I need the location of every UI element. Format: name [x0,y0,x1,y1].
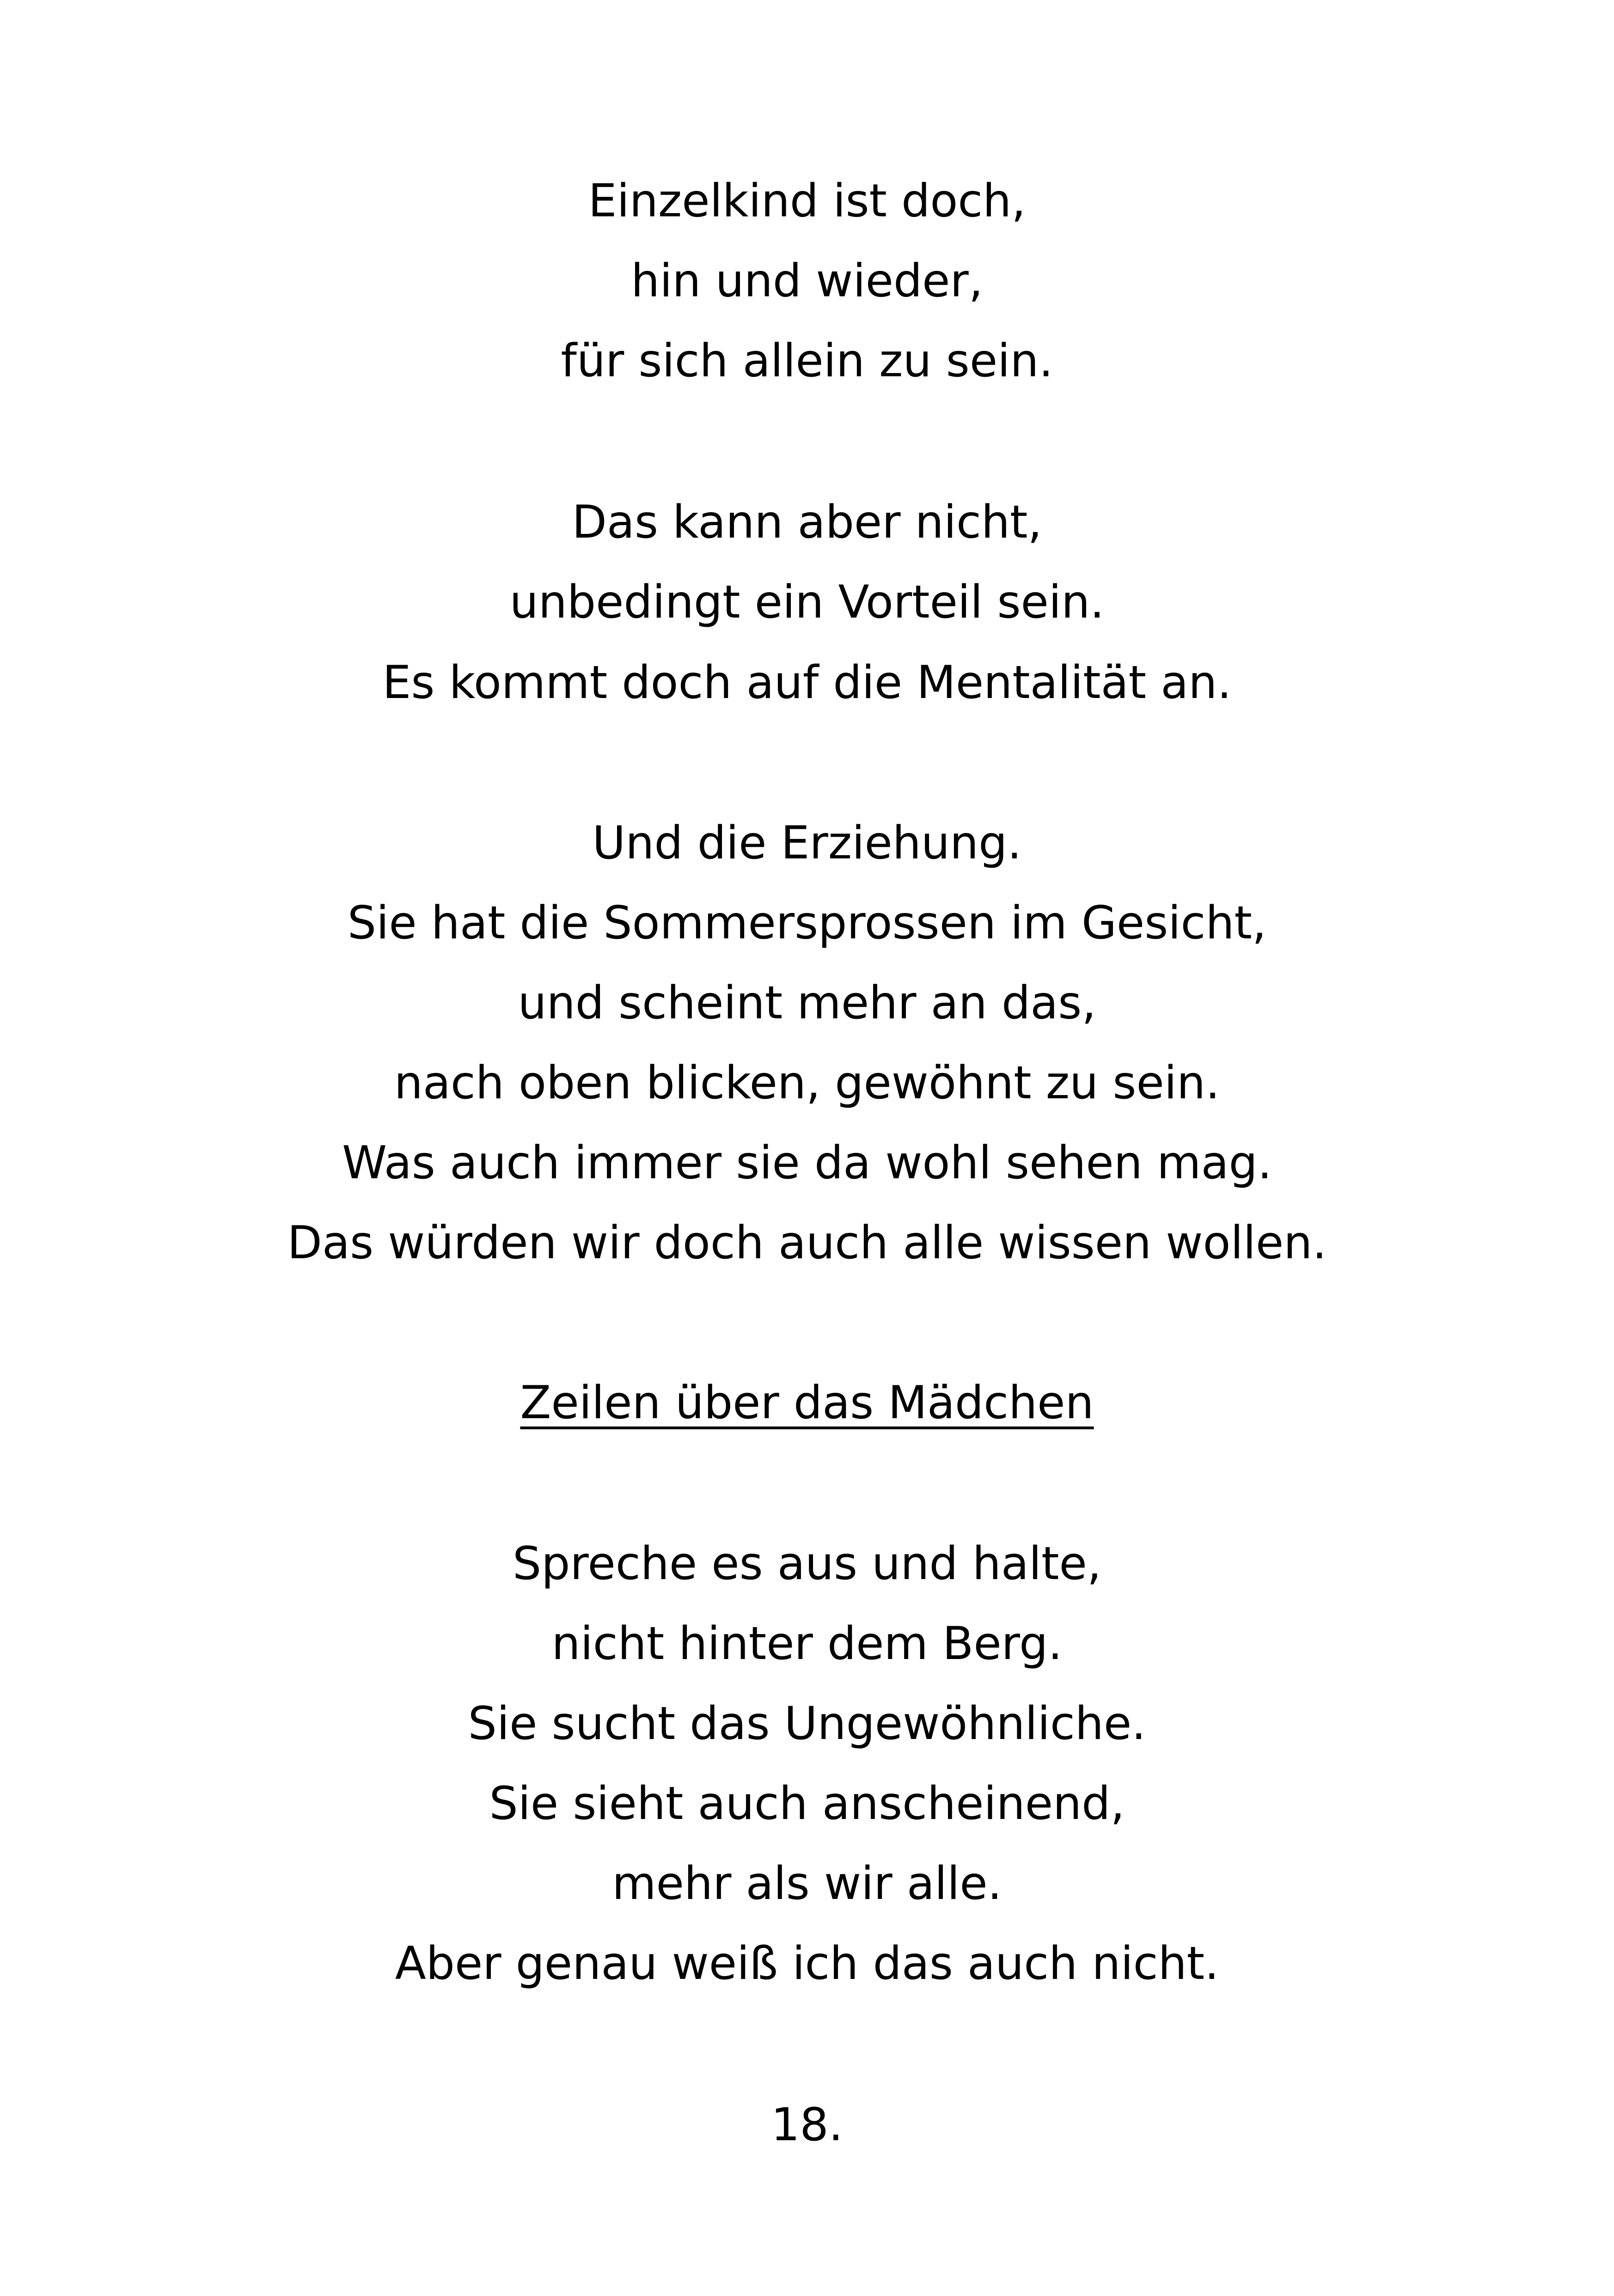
poem-line: und scheint mehr an das, [518,977,1096,1029]
poem-line: nicht hinter dem Berg. [551,1617,1063,1670]
poem-line: Das würden wir doch auch alle wissen wollen. [287,1217,1327,1269]
poem-line: Aber genau weiß ich das auch nicht. [395,1937,1219,1990]
poem-line: Sie hat die Sommersprossen im Gesicht, [347,897,1267,949]
poem-title: Zeilen über das Mädchen [520,1377,1094,1429]
poem-line: Es kommt doch auf die Mentalität an. [382,656,1232,709]
poem-line: Was auch immer sie da wohl sehen mag. [342,1137,1272,1189]
page-number: 18. [771,2099,843,2151]
poem-line: unbedingt ein Vorteil sein. [509,576,1105,629]
poem-line: für sich allein zu sein. [561,335,1053,387]
poem-line: Spreche es aus und halte, [513,1537,1101,1590]
poem-line: Einzelkind ist doch, [588,175,1026,227]
poem-line: Sie sieht auch anscheinend, [489,1777,1125,1830]
poem-line: Das kann aber nicht, [572,496,1042,549]
poem-line: Und die Erziehung. [592,817,1022,869]
poem-line: hin und wieder, [631,255,983,307]
poem-line: Sie sucht das Ungewöhnliche. [468,1697,1146,1750]
poem-line: nach oben blicken, gewöhnt zu sein. [394,1057,1220,1109]
poem-line: mehr als wir alle. [612,1857,1002,1910]
